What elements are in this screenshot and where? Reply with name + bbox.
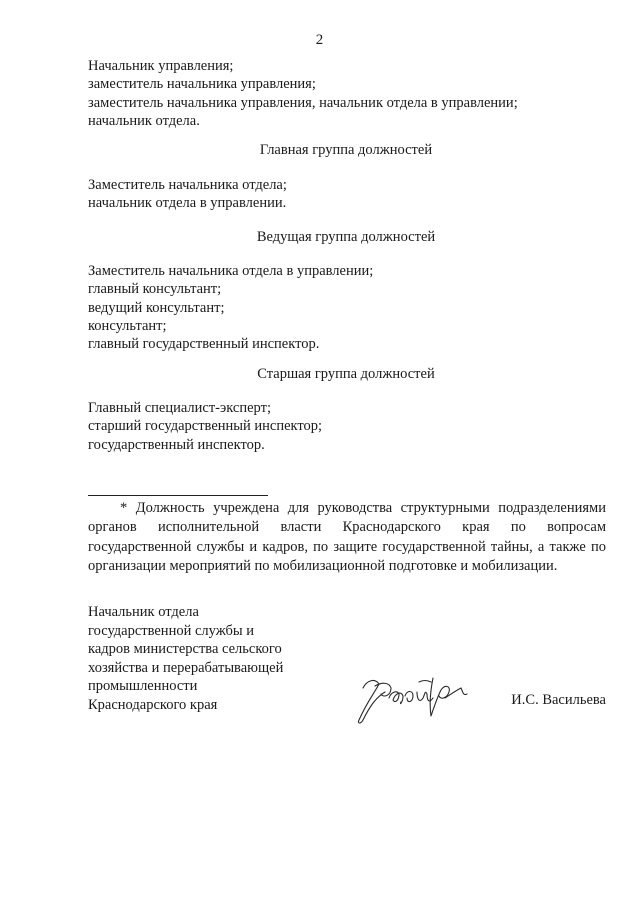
position-line: промышленности [88,678,198,695]
list-item: начальник отдела. [88,112,200,129]
position-line: кадров министерства сельского [88,641,282,658]
footnote-separator [88,495,268,496]
group-leading-list [88,262,608,353]
footnote-text: * Должность учреждена для руководства структурными подразделениями органов исполнительной власти Краснодарского края по вопросам государственной службы и кадров, по защите государственной тайны, а также по организации мероприятий по мобилизационной подготовке и мобилизации. [88,500,606,574]
position-line: государственной службы и [88,622,255,639]
list-item: ведущий консультант; [88,299,225,316]
position-line: Краснодарского края [88,696,218,713]
page-number: 2 [315,32,324,48]
group-main-heading: Главная группа должностей [259,142,433,158]
top-position-list [88,57,608,130]
list-item: главный государственный инспектор. [88,336,320,353]
list-item: заместитель начальника управления, начальник отдела в управлении; [88,94,518,111]
position-line: Начальник отдела [88,604,199,620]
signatory-position [88,603,348,715]
list-item: заместитель начальника управления; [88,76,316,93]
group-leading-heading: Ведущая группа должностей [256,229,436,245]
list-item: начальник отдела в управлении. [88,195,287,212]
list-item: главный консультант; [88,281,222,298]
position-line: хозяйства и перерабатывающей [88,659,284,676]
group-main-list [88,176,608,213]
list-item: Начальник управления; [88,58,234,74]
group-senior-list [88,399,608,454]
list-item: консультант; [88,317,167,334]
list-item: Главный специалист-эксперт; [88,400,271,416]
list-item: Заместитель начальника отдела в управлении; [88,263,374,279]
group-senior-heading: Старшая группа должностей [257,366,435,382]
signer-name: И.С. Васильева [511,692,606,708]
handwritten-signature-icon [345,668,475,728]
list-item: старший государственный инспектор; [88,418,323,435]
list-item: государственный инспектор. [88,436,265,453]
list-item: Заместитель начальника отдела; [88,177,287,193]
